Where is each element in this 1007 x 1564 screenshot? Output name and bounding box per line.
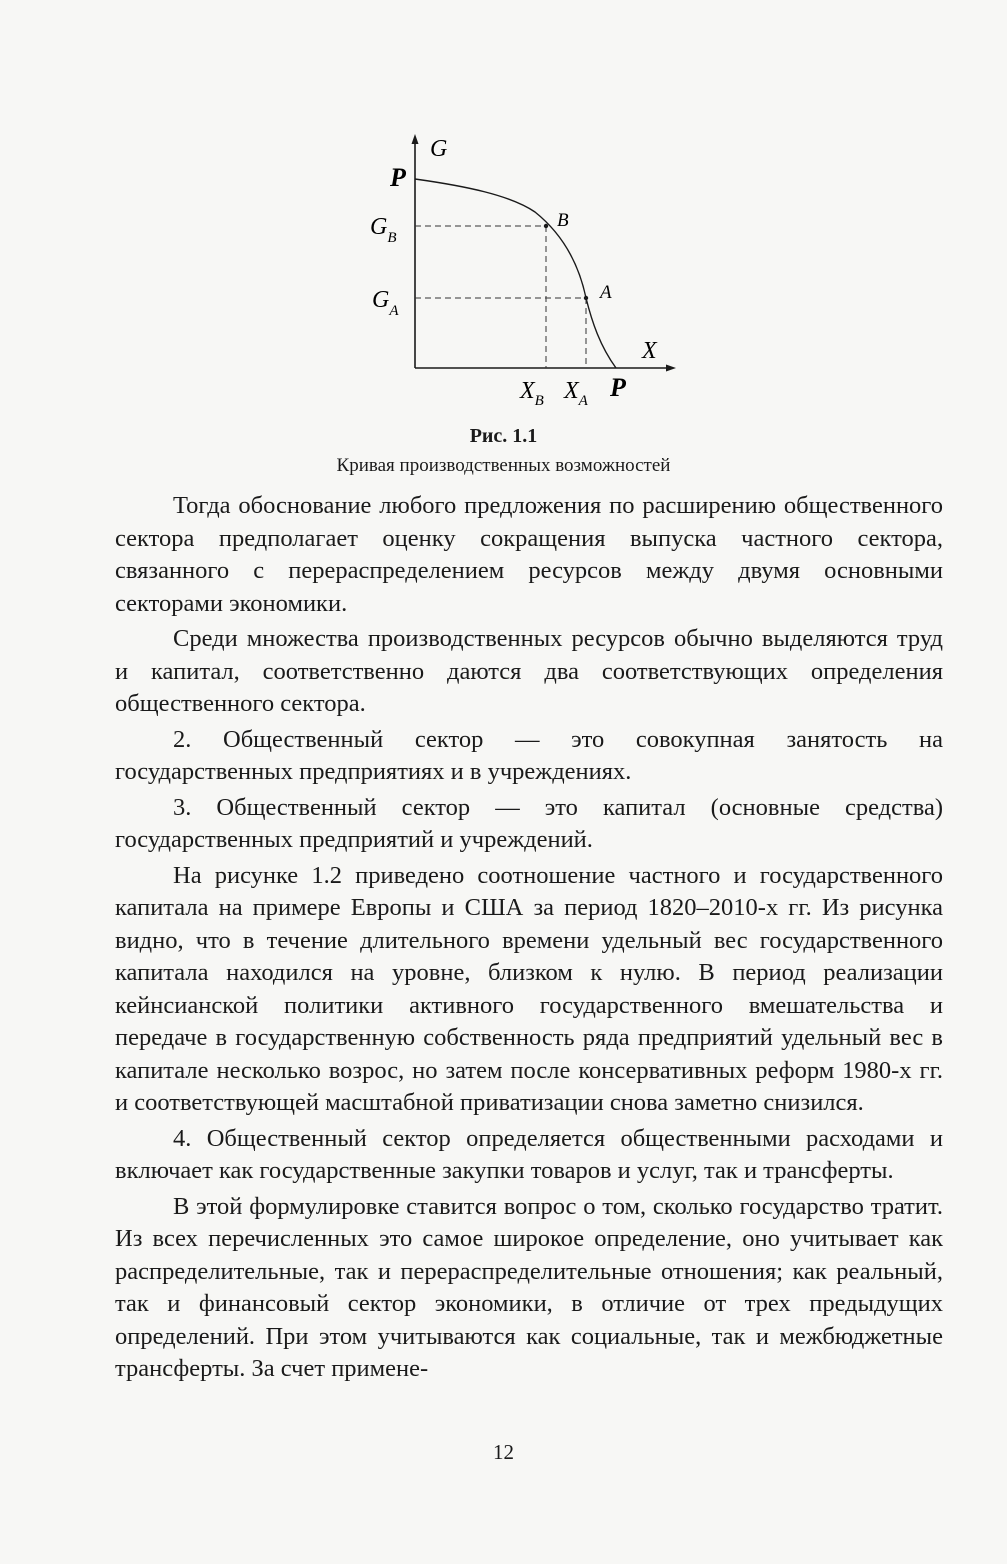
level-gb-label: $G_B$	[370, 214, 397, 246]
figure-caption: Кривая производственных возможностей	[336, 455, 671, 476]
ppf-figure	[360, 130, 700, 420]
axis-x-label: X	[642, 338, 657, 364]
paragraph: 4. Общественный сектор определяется общественными расходами и включает как государственные закупки товаров и услуг, так и трансферты.	[115, 1124, 943, 1184]
figure-number: Рис. 1.1	[469, 425, 538, 447]
axis-y-label: G	[430, 136, 448, 162]
point-a-label: A	[600, 282, 612, 303]
paragraph: 3. Общественный сектор — это капитал (основные средства) государственных предприятий и учреждений.	[115, 793, 943, 853]
point-a	[584, 296, 588, 300]
ppf-diagram	[360, 130, 700, 420]
y-axis-arrow	[412, 134, 419, 144]
x-axis-arrow	[666, 365, 676, 372]
paragraph: Тогда обоснование любого предложения по расширению общественного сектора предполагает оценку сокращения выпуска частного сектора, связанного с перераспределением ресурсов между двумя основными секторами экономики.	[115, 492, 943, 617]
paragraph: В этой формулировке ставится вопрос о том, сколько государство тратит. Из всех перечисленных это самое широкое определение, оно учитывает как распределительные, так и перераспределительные отношения; как реальный, так и финансовый сектор экономики, в отличие от трех предыдущих определений. При этом учитываются как социальные, так и межбюджетные трансферты. За счет примене-	[115, 1192, 943, 1382]
paragraph: На рисунке 1.2 приведено соотношение частного и государственного капитала на примере Европы и США за период 1820–2010-х гг. Из рисунка видно, что в течение длительного времени удельный вес государственного капитала находился на уровне, близком к нулю. В период реализации кейнсианской политики активного государственного вмешательства и передаче в государственную собственность ряда предприятий удельный вес в капитале несколько возрос, но затем после консервативных реформ 1980-х гг. и соответствующей масштабной приватизации снова заметно снизился.	[115, 861, 943, 1116]
point-b	[544, 224, 548, 228]
paragraph: 2. Общественный сектор — это совокупная занятость на государственных предприятиях и в учреждениях.	[115, 725, 943, 785]
x-b-label: $X_B$	[520, 378, 544, 409]
level-ga-label: $G_A$	[372, 287, 399, 319]
curve-start-label: P	[390, 163, 406, 192]
body-text	[115, 490, 943, 1389]
x-a-label: $X_A$	[564, 378, 588, 409]
paragraph: Среди множества производственных ресурсов обычно выделяются труд и капитал, соответственно даются два соответствующих определения общественного сектора.	[115, 625, 943, 717]
curve-end-label: P	[610, 373, 626, 402]
page-number: 12	[493, 1440, 514, 1464]
point-b-label: B	[557, 210, 569, 231]
